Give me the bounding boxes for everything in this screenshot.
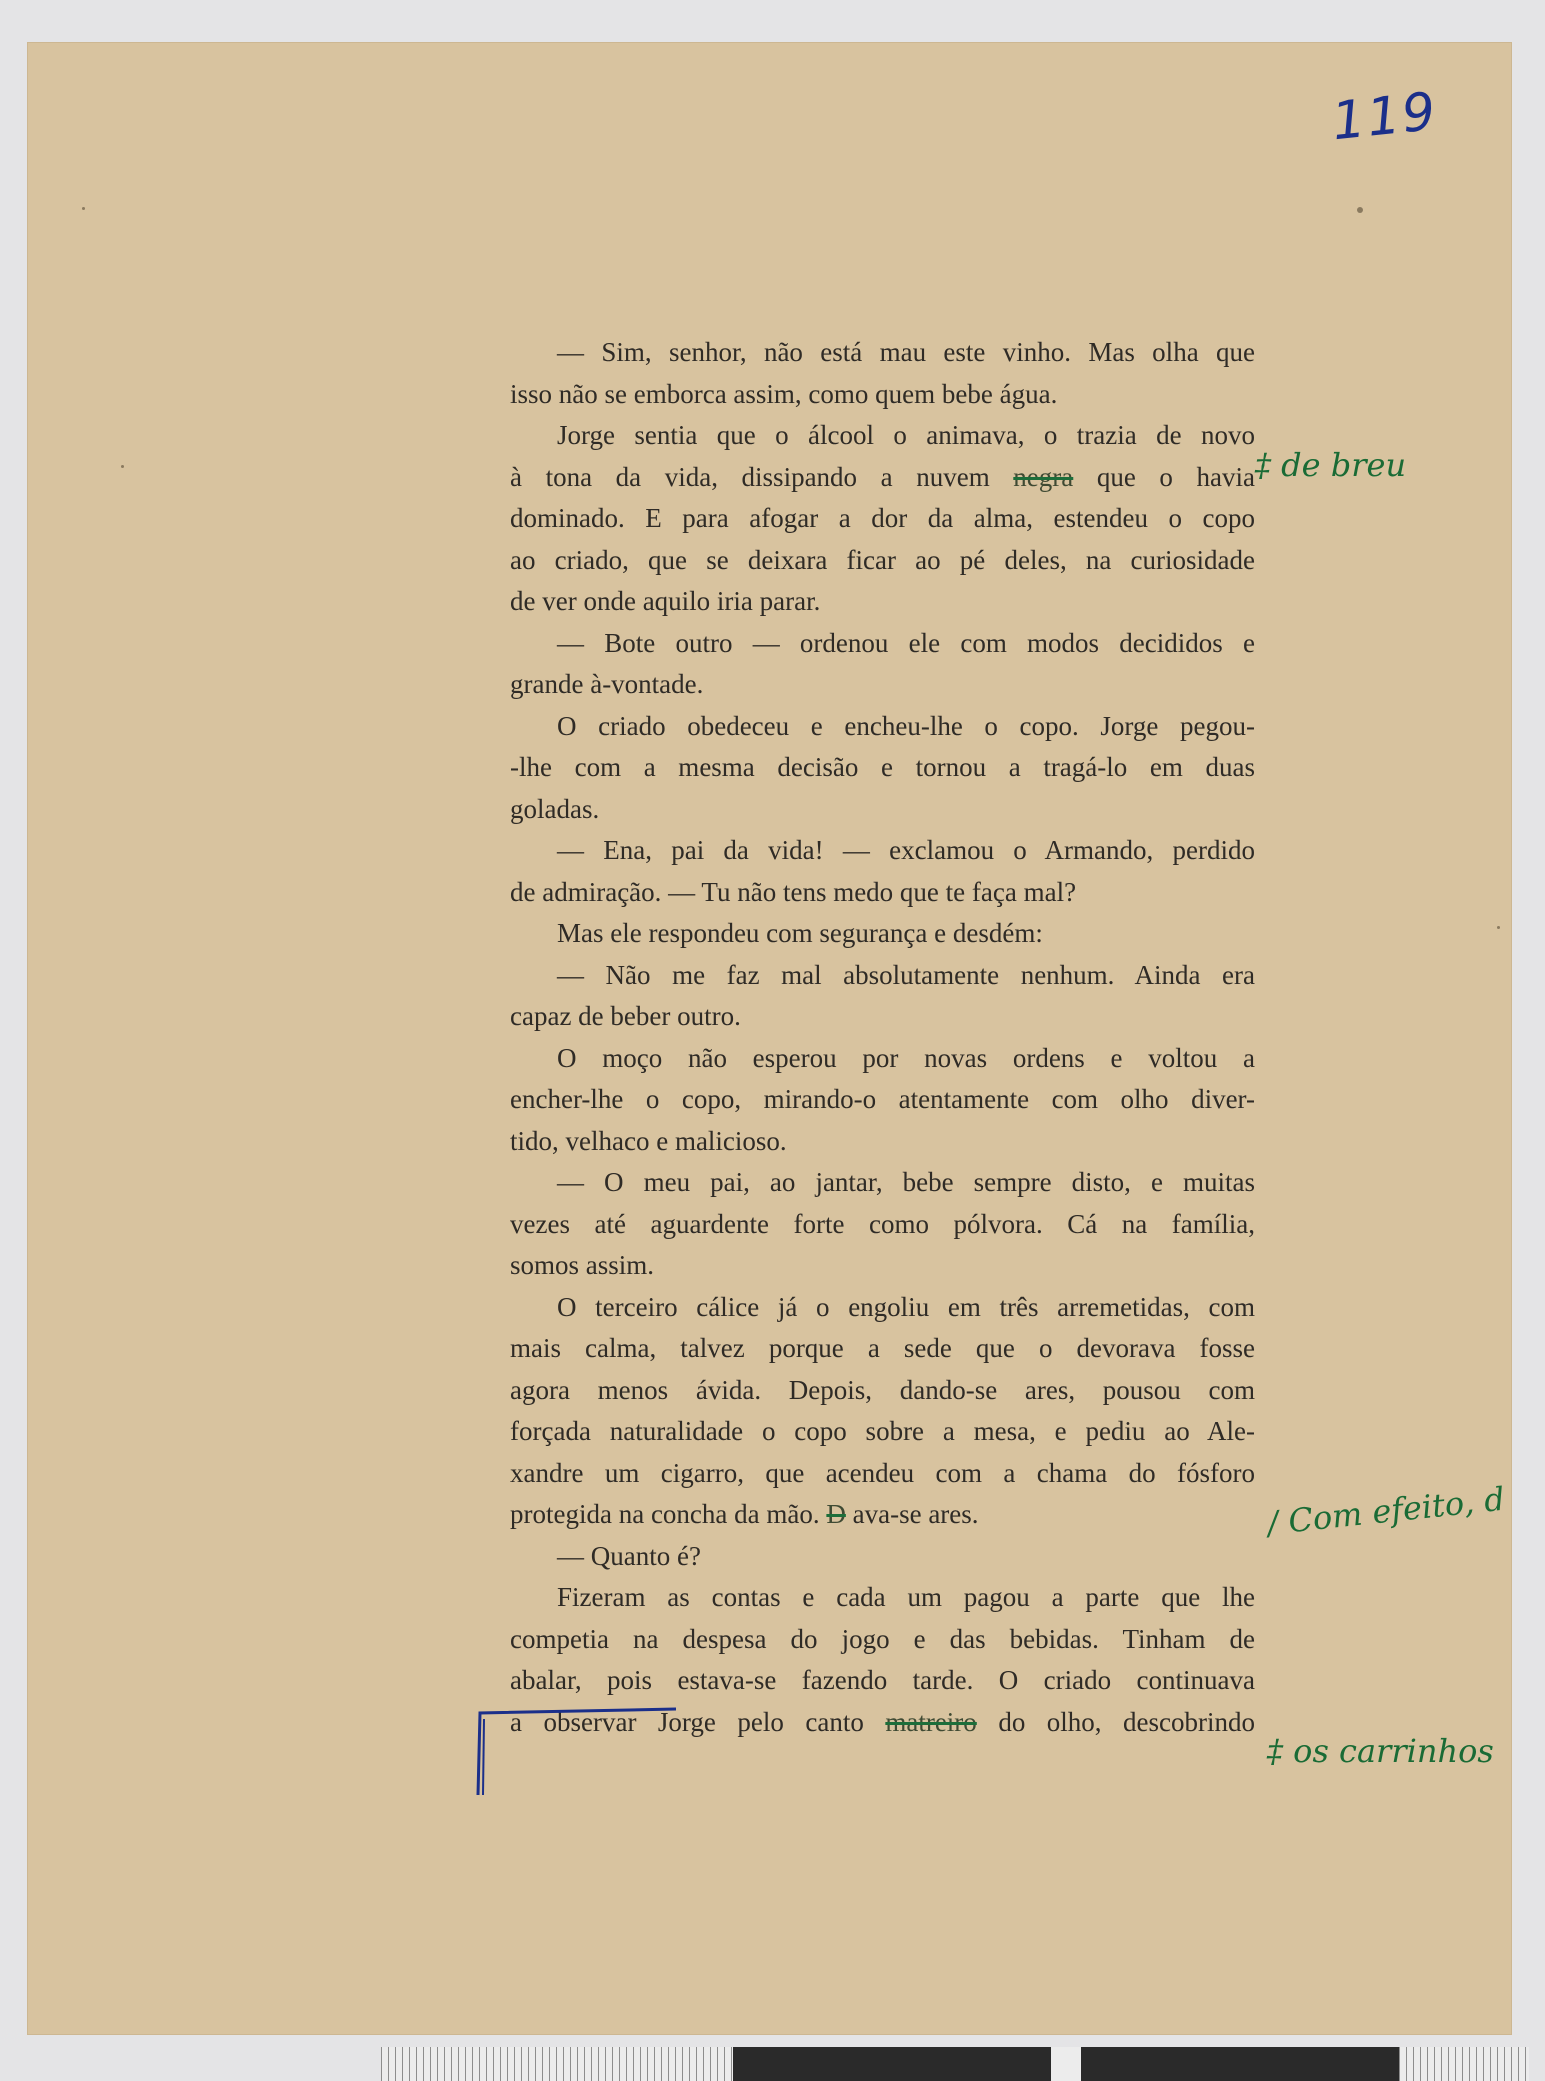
margin-note-carrinhos: ‡ os carrinhos [1267,1732,1494,1770]
text-line [510,1328,1255,1370]
line-text: — Bote outro — ordenou ele com modos decididos e [557,627,1255,658]
line-text: tido, velhaco e malicioso. [510,1125,787,1156]
line-text: -lhe com a mesma decisão e tornou a tragá-lo em duas [510,752,1255,782]
line-text: agora menos ávida. Depois, dando-se ares, pousou com [510,1374,1255,1405]
text-line [510,664,1255,706]
text-line [510,457,1255,499]
text-line [510,1245,1255,1287]
struck-word: matreiro [885,1706,977,1737]
line-text: O moço não esperou por novas ordens e voltou a [557,1042,1255,1073]
text-line [510,1079,1255,1121]
line-text: de admiração. — Tu não tens medo que te faça mal? [510,876,1077,907]
line-text: dominado. E para afogar a dor da alma, estendeu o copo [510,503,1255,533]
line-text: — Sim, senhor, não está mau este vinho. Mas olha que [557,337,1255,367]
line-text: vezes até aguardente forte como pólvora. Cá na família, [510,1208,1255,1239]
text-line [510,913,1255,955]
text-line [510,1619,1255,1661]
paper-speck [121,465,124,468]
line-text: — Não me faz mal absolutamente nenhum. Ainda era [557,959,1255,990]
text-line [510,1411,1255,1453]
line-text: capaz de beber outro. [510,1001,741,1031]
text-line [510,1204,1255,1246]
line-text: Fizeram as contas e cada um pagou a parte que lhe [557,1582,1255,1612]
text-line [510,1162,1255,1204]
typeset-text-block [510,332,1255,1743]
text-line [510,1038,1255,1080]
paper-speck [1497,926,1500,929]
line-text: protegida na concha da mão. [510,1499,820,1529]
line-text: encher-lhe o copo, mirando-o atentamente com olho diver- [510,1084,1255,1114]
text-line [510,1453,1255,1495]
text-line [510,1370,1255,1412]
text-line [510,706,1255,748]
line-text: — Quanto é? [557,1540,701,1571]
line-text-continued: ava-se ares. [852,1499,979,1529]
text-line [510,1494,1255,1536]
text-line [510,374,1255,416]
text-line [510,540,1255,582]
struck-word: D [826,1499,846,1529]
text-line [510,498,1255,540]
line-text: competia na despesa do jogo e das bebidas. Tinham de [510,1623,1255,1654]
manuscript-page [27,42,1512,2035]
text-line [510,581,1255,623]
ruler-ticks [381,2047,733,2081]
line-text: ao criado, que se deixara ficar ao pé deles, na curiosidade [510,544,1255,575]
line-text-continued: do olho, descobrindo [998,1706,1256,1737]
line-text: O terceiro cálice já o engoliu em três arremetidas, com [557,1291,1255,1322]
line-text: mais calma, talvez porque a sede que o devorava fosse [510,1333,1255,1363]
text-line [510,415,1255,457]
paper-speck [1357,207,1363,213]
line-text: forçada naturalidade o copo sobre a mesa, e pediu ao Ale- [510,1416,1255,1446]
line-text: grande à-vontade. [510,669,704,699]
text-line [510,332,1255,374]
text-line [510,623,1255,665]
text-line [510,955,1255,997]
text-line [510,1660,1255,1702]
line-text: isso não se emborca assim, como quem bebe água. [510,378,1058,409]
ruler-block [1081,2047,1399,2081]
margin-note-breu: ‡ de breu [1255,446,1407,484]
text-line [510,872,1255,914]
margin-note-com-efeito: / Com efeito, d [1265,1479,1507,1543]
blue-bracket-mark [476,1707,676,1797]
text-line [510,1121,1255,1163]
struck-word: negra [1013,461,1074,492]
line-text: Mas ele respondeu com segurança e desdém: [557,918,1043,948]
text-line [510,1536,1255,1578]
line-text: xandre um cigarro, que acendeu com a chama do fósforo [510,1457,1255,1488]
text-line [510,1577,1255,1619]
text-line [510,1287,1255,1329]
line-text: a observar Jorge pelo canto [510,1706,864,1737]
line-text: goladas. [510,793,600,824]
ruler-gap [1051,2047,1081,2081]
line-text-continued: que o havia [1096,461,1255,492]
line-text: abalar, pois estava-se fazendo tarde. O criado continuava [510,1665,1255,1695]
line-text: — O meu pai, ao jantar, bebe sempre disto, e muitas [557,1167,1255,1197]
line-text: à tona da vida, dissipando a nuvem [510,461,990,492]
ruler-ticks [1399,2047,1529,2081]
text-line [510,996,1255,1038]
text-line [510,830,1255,872]
text-line [510,747,1255,789]
scan-ruler [381,2047,1529,2081]
line-text: Jorge sentia que o álcool o animava, o trazia de novo [557,420,1255,450]
ruler-block [733,2047,1051,2081]
line-text: somos assim. [510,1250,655,1280]
line-text: de ver onde aquilo iria parar. [510,586,821,616]
paper-speck [82,207,85,210]
line-text: — Ena, pai da vida! — exclamou o Armando, perdido [557,835,1255,865]
line-text: O criado obedeceu e encheu-lhe o copo. Jorge pegou- [557,710,1255,741]
text-line [510,789,1255,831]
page-number: 119 [1328,81,1440,153]
